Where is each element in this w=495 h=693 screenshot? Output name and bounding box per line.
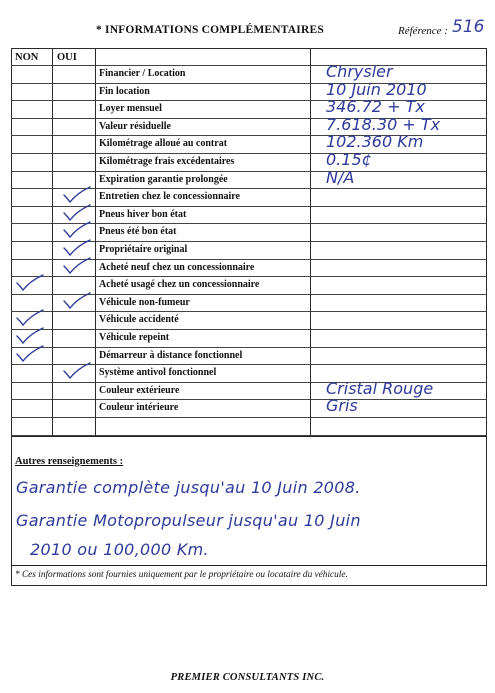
row-label: Démarreur à distance fonctionnel xyxy=(99,349,243,361)
row-label: Kilométrage alloué au contrat xyxy=(99,138,228,150)
checkmark-icon xyxy=(62,361,92,381)
row-label: Financier / Location xyxy=(99,68,186,79)
column-header-non: NON xyxy=(15,52,39,63)
remark-line: Garantie complète jusqu'au 10 Juin 2008. xyxy=(16,478,361,497)
reference-label: Référence : xyxy=(398,25,448,37)
checkmark-icon xyxy=(15,344,45,364)
handwritten-value: Cristal Rouge xyxy=(326,378,434,398)
column-header-oui: OUI xyxy=(57,52,77,63)
row-label: Entretien chez le concessionnaire xyxy=(99,191,240,203)
footnote-rule xyxy=(11,565,487,566)
row-label: Acheté neuf chez un concessionnaire xyxy=(99,261,255,273)
row-rule xyxy=(11,311,487,312)
row-label: Fin location xyxy=(99,85,150,97)
row-label: Propriétaire original xyxy=(99,244,188,255)
row-rule xyxy=(11,417,487,418)
row-rule xyxy=(11,399,487,400)
remark-line: 2010 ou 100,000 Km. xyxy=(30,540,209,559)
header-rule xyxy=(11,65,487,66)
row-label: Expiration garantie prolongée xyxy=(99,173,228,185)
oui-label-divider xyxy=(95,48,96,435)
row-rule xyxy=(11,171,487,172)
row-label: Loyer mensuel xyxy=(99,103,162,115)
row-label: Système antivol fonctionnel xyxy=(99,367,217,379)
handwritten-value: 10 Juin 2010 xyxy=(326,79,427,99)
non-oui-divider xyxy=(52,48,53,435)
handwritten-value: 102.360 Km xyxy=(326,132,424,152)
label-value-divider xyxy=(310,48,311,435)
checkmark-icon xyxy=(62,291,92,311)
handwritten-value: 346.72 + Tx xyxy=(326,97,425,117)
row-label: Kilométrage frais excédentaires xyxy=(99,156,235,167)
row-rule xyxy=(11,329,487,330)
row-label: Véhicule accidenté xyxy=(99,314,179,326)
section-rule xyxy=(11,436,487,437)
row-label: Couleur extérieure xyxy=(99,384,180,396)
handwritten-value: 0.15¢ xyxy=(326,150,372,169)
row-label: Pneus hiver bon état xyxy=(99,208,187,220)
row-label: Couleur intérieure xyxy=(99,402,179,414)
handwritten-value: 7.618.30 + Tx xyxy=(326,114,441,134)
reference-value: 516 xyxy=(452,17,485,37)
handwritten-value: Chrysler xyxy=(326,62,393,81)
checkmark-icon xyxy=(15,273,45,293)
row-label: Acheté usagé chez un concessionnaire xyxy=(99,279,260,291)
handwritten-value: Gris xyxy=(326,396,358,416)
row-label: Pneus été bon état xyxy=(99,226,177,238)
form-title: * INFORMATIONS COMPLÉMENTAIRES xyxy=(96,24,324,36)
row-rule xyxy=(11,347,487,348)
remarks-label: Autres renseignements : xyxy=(15,456,124,467)
row-rule xyxy=(11,276,487,277)
row-label: Valeur résiduelle xyxy=(99,120,171,132)
row-rule xyxy=(11,153,487,154)
footnote: * Ces informations sont fournies uniquement par le propriétaire ou locataire du véhicule. xyxy=(15,570,348,580)
remark-line: Garantie Motopropulseur jusqu'au 10 Juin xyxy=(16,511,361,530)
checkmark-icon xyxy=(62,256,92,276)
row-label: Véhicule non-fumeur xyxy=(99,296,190,308)
row-label: Véhicule repeint xyxy=(99,332,170,343)
company-name: PREMIER CONSULTANTS INC. xyxy=(170,672,325,683)
handwritten-value: N/A xyxy=(326,167,355,187)
